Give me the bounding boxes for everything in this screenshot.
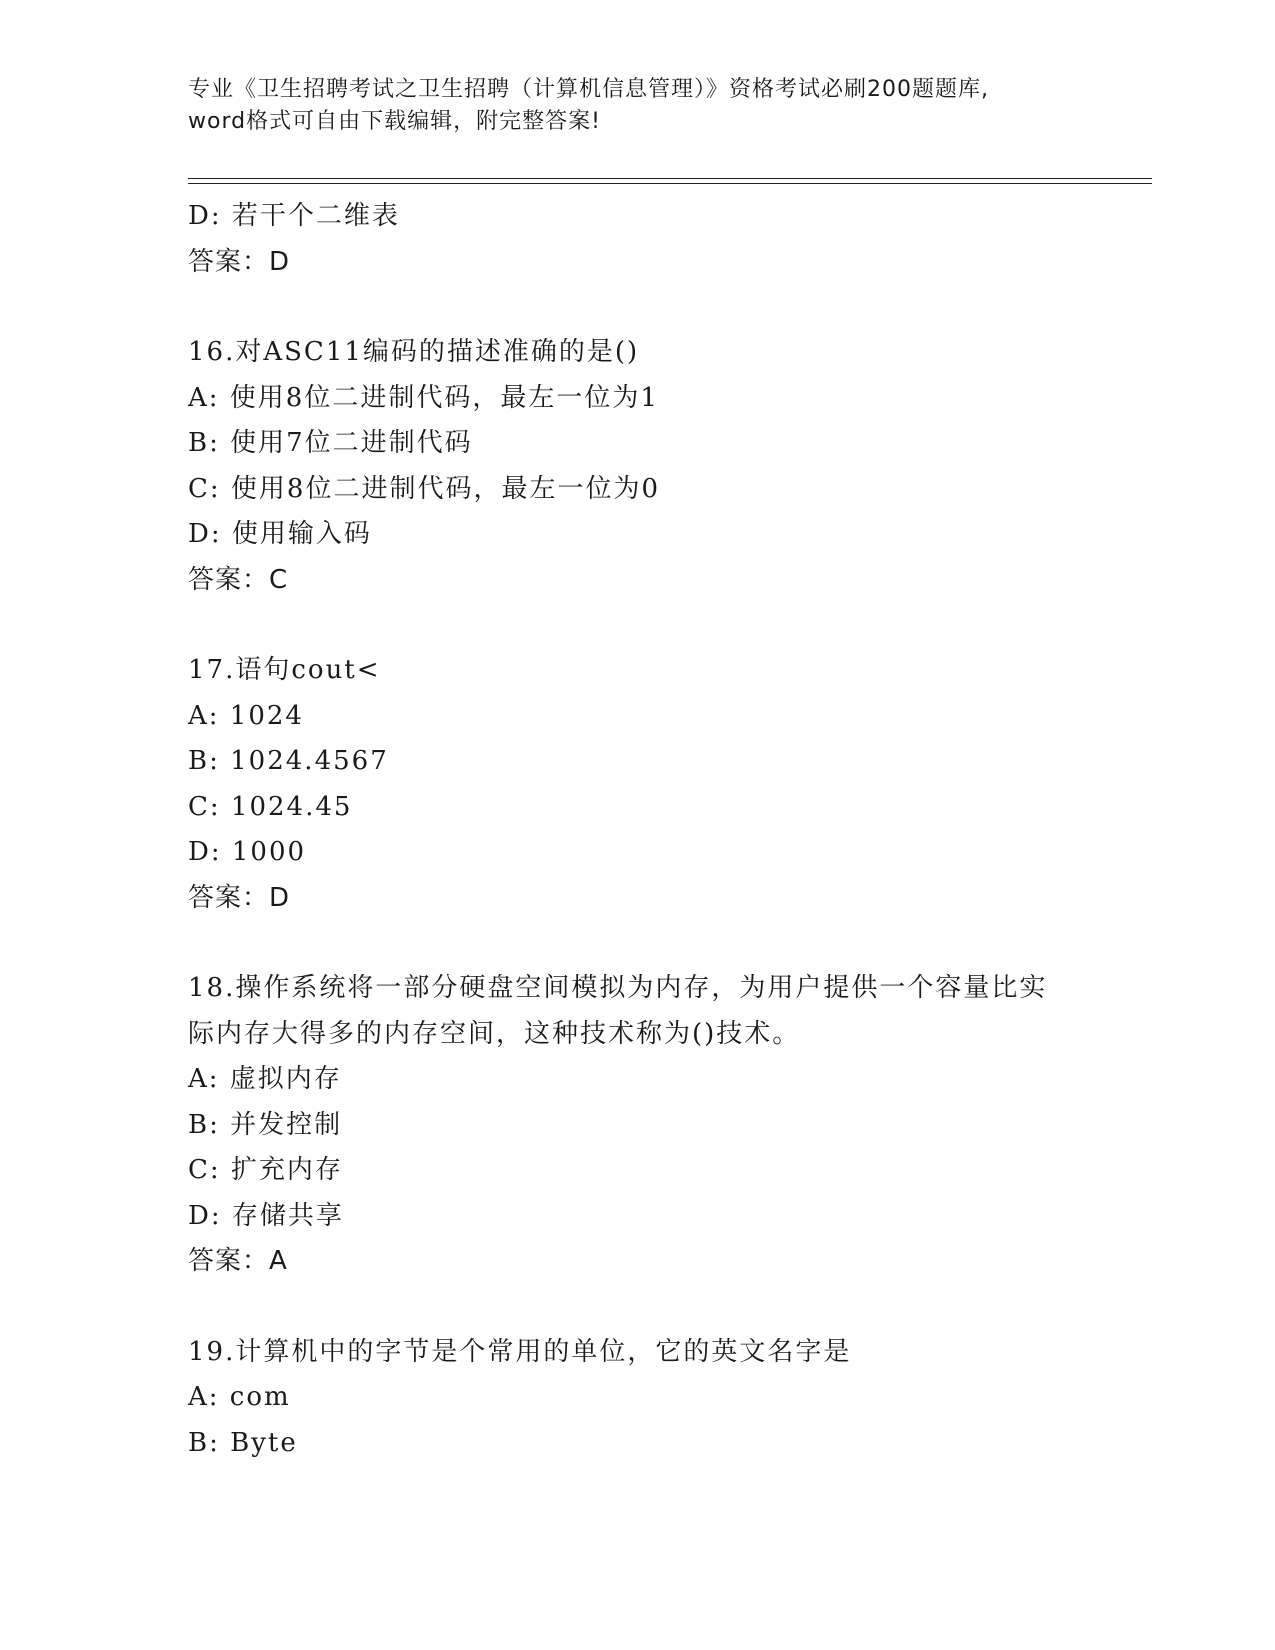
answer-line: 答案：D	[188, 882, 291, 913]
header-divider-top	[188, 178, 1152, 179]
option-a: A: 使用8位二进制代码，最左一位为1	[188, 382, 659, 413]
option-d: D: 1000	[188, 837, 307, 867]
answer-line: 答案：D	[188, 246, 291, 277]
option-a: A: com	[188, 1382, 291, 1412]
spacer	[188, 285, 1108, 330]
option-b: B: 使用7位二进制代码	[188, 428, 473, 458]
question-stem-line2: 际内存大得多的内存空间，这种技术称为()技术。	[188, 1018, 801, 1049]
option-c: C: 扩充内存	[188, 1155, 343, 1185]
option-a: A: 虚拟内存	[188, 1064, 342, 1094]
spacer	[188, 603, 1108, 648]
header-title-line1: 专业《卫生招聘考试之卫生招聘（计算机信息管理）》资格考试必刷200题题库,	[188, 77, 989, 102]
option-a: A: 1024	[188, 700, 304, 731]
question-block-16	[188, 330, 1108, 603]
header-title-line2: word格式可自由下载编辑，附完整答案!	[188, 109, 601, 134]
question-stem: 16.对ASC11编码的描述准确的是()	[188, 337, 640, 367]
question-stem-line1: 18.操作系统将一部分硬盘空间模拟为内存，为用户提供一个容量比实	[188, 973, 1048, 1003]
answer-line: 答案：A	[188, 1246, 288, 1276]
question-stem: 17.语句cout<	[188, 655, 381, 685]
question-block-18	[188, 966, 1108, 1285]
question-block-17	[188, 648, 1108, 921]
spacer	[188, 1285, 1108, 1330]
spacer	[188, 921, 1108, 966]
answer-line: 答案：C	[188, 564, 289, 595]
header-divider-bottom	[188, 183, 1152, 184]
question-block-19	[188, 1330, 1108, 1467]
option-c: C: 1024.45	[188, 791, 353, 822]
option-b: B: 并发控制	[188, 1109, 343, 1140]
document-header	[188, 74, 1088, 138]
question-block-prev	[188, 194, 1108, 285]
option-b: B: 1024.4567	[188, 746, 389, 776]
question-stem: 19.计算机中的字节是个常用的单位，它的英文名字是	[188, 1336, 852, 1367]
question-list	[188, 194, 1108, 1466]
option-d: D: 存储共享	[188, 1200, 344, 1231]
option-b: B: Byte	[188, 1427, 298, 1458]
option-d: D: 使用输入码	[188, 519, 372, 549]
option-d: D: 若干个二维表	[188, 201, 400, 231]
option-c: C: 使用8位二进制代码，最左一位为0	[188, 473, 661, 504]
